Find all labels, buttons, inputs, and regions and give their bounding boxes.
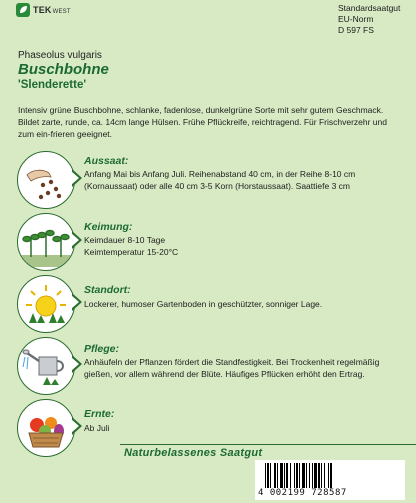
section-location	[0, 271, 416, 333]
barcode	[255, 460, 405, 500]
instruction-sections	[0, 147, 416, 457]
norm-line-3: D 597 FS	[338, 25, 374, 35]
description: Intensiv grüne Buschbohne, schlanke, fadenlose, dunkelgrüne Sorte mit sehr gutem Geschmack. Bildet zarte, runde, ca. 14cm lange Hülsen. Frühe Pflückreife, reichtragend. Für Frischverzehr und zum ein-frieren geeignet.	[18, 105, 387, 139]
leaf-icon	[16, 3, 30, 17]
location-text: Lockerer, humoser Gartenboden in geschützter, sonniger Lage.	[84, 299, 323, 309]
section-germination	[0, 209, 416, 271]
care-text: Anhäufeln der Pflanzen fördert die Standfestigkeit. Bei Trockenheit regelmäßig gießen, vor allem während der Blüte. Häufiges Pflücken erhöht den Ertrag.	[84, 357, 380, 379]
variety-name: 'Slenderette'	[18, 79, 87, 91]
care-label: Pflege:	[84, 343, 120, 355]
seed-norm-info	[338, 3, 400, 36]
location-label: Standort:	[84, 284, 131, 296]
brand-logo	[16, 3, 71, 17]
sowing-label: Aussaat:	[84, 155, 129, 167]
seedlings-icon	[17, 213, 75, 271]
harvest-basket-icon	[17, 399, 75, 457]
sowing-text: Anfang Mai bis Anfang Juli. Reihenabstand 40 cm, in der Reihe 8-10 cm (Kornaussaat) oder alle 40 cm 3-5 Korn (Horstaussaat). Saattiefe 3 cm	[84, 169, 356, 191]
plant-name: Buschbohne	[18, 61, 109, 78]
brand-name: TEKWEST	[33, 5, 71, 15]
latin-name: Phaseolus vulgaris	[18, 50, 102, 61]
section-care	[0, 333, 416, 395]
sun-location-icon	[17, 275, 75, 333]
plant-heading	[18, 50, 109, 92]
germination-text: Keimdauer 8-10 Tage Keimtemperatur 15-20°C	[84, 235, 179, 257]
norm-line-2: EU-Norm	[338, 14, 374, 24]
germination-label: Keimung:	[84, 221, 133, 233]
harvest-text: Ab Juli	[84, 423, 110, 433]
header	[0, 0, 416, 38]
harvest-label: Ernte:	[84, 408, 115, 420]
section-sowing	[0, 147, 416, 209]
norm-line-1: Standardsaatgut	[338, 3, 401, 13]
footer-divider	[120, 444, 416, 445]
barcode-bars	[265, 463, 395, 488]
footer-slogan: Naturbelassenes Saatgut	[124, 447, 263, 459]
barcode-number: 4 002199 728587	[258, 488, 347, 498]
seed-sowing-icon	[17, 151, 75, 209]
watering-can-icon	[17, 337, 75, 395]
